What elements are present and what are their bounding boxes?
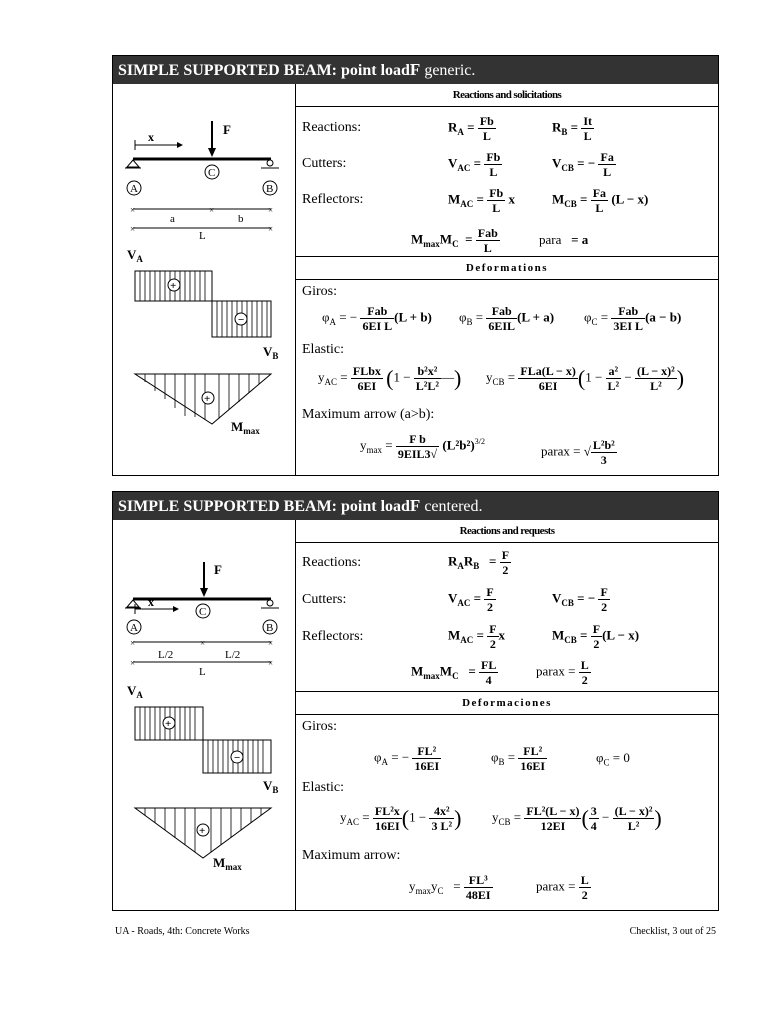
point-c-label: C [208, 167, 216, 179]
moment-max-label: $M_{max}$ [213, 855, 242, 872]
shear-vb-label: $V_B$ [263, 344, 279, 361]
svg-text:×: × [268, 205, 274, 215]
title-load-symbol: F [409, 496, 421, 515]
svg-text:+: + [170, 280, 177, 292]
shear-va-label: $V_A$ [127, 683, 143, 700]
svg-text:×: × [268, 224, 274, 234]
dim-b-label: b [238, 213, 244, 225]
section-header-deformaciones: Deformaciones [296, 691, 718, 715]
dim-a-label: L/2 [158, 649, 174, 661]
label-max-arrow: Maximum arrow (a>b): [302, 407, 435, 422]
formula-ymax-parax: parax = $\frac{L}{2}$ [536, 873, 589, 902]
moment-diagram [135, 374, 271, 424]
beam-diagram [113, 84, 295, 475]
formula-parax: parax = √ $\frac{\text{L²b²}}{3}$ [541, 438, 615, 467]
svg-text:−: − [234, 752, 241, 764]
formula-yac: $y_{AC}$ = $\frac{\text{FL²x}}{16EI}$ (1 − $\frac{\text{4x²}}{\text{3 L²}}$ ) [340, 804, 462, 833]
formula-mac: $M_{AC}$ = $\frac{F}{2}$ x [448, 622, 506, 651]
point-a-label: A [130, 622, 138, 634]
formulas-column [296, 84, 718, 475]
formula-vcb: $V_{CB}$ = − $\frac{Fa}{L}$ [552, 150, 614, 179]
svg-text:×: × [268, 658, 274, 668]
moment-diagram [135, 808, 271, 858]
beam-diagram-column [113, 520, 296, 910]
beam-diagram-column [113, 84, 296, 475]
formula-phic: $\varphi_C$ = $\frac{\text{Fab}}{\text{3EI L}}$ (a − b) [584, 304, 682, 333]
dim-a-label: a [170, 213, 175, 225]
formula-ycb: $y_{CB}$ = $\frac{\text{FLa(L − x)}}{6EI}$ (1 − $\frac{\text{a²}}{\text{L²}}$ − $\frac{\text{(L − x)²}}{\text{L²}}$ ) [486, 364, 685, 393]
dim-l-label: L [199, 230, 206, 242]
formula-vac: $V_{AC}$ = $\frac{F}{2}$ [448, 585, 494, 614]
point-a-label: A [130, 183, 138, 195]
formula-vac: $V_{AC}$ = $\frac{Fb}{L}$ [448, 150, 501, 179]
formula-parax-c: parax = $\frac{L}{2}$ [536, 658, 589, 687]
svg-text:×: × [268, 638, 274, 648]
formula-mac: $M_{AC}$ = $\frac{Fb}{L}$ x [448, 186, 515, 215]
title-main: SIMPLE SUPPORTED BEAM: point load [118, 498, 410, 515]
formula-yac: $y_{AC}$ = $\frac{\text{FLbx}}{6EI}$ (1 − $\frac{\text{b²x²}}{\text{L²L²}}$ —) [318, 364, 462, 393]
section-header-reactions: Reactions and solicitations [296, 84, 718, 107]
formula-mmax: $M_{max}M_C$ = $\frac{\text{Fab}}{L}$ [411, 226, 498, 255]
panel-title [113, 492, 718, 520]
section-header-reactions: Reactions and requests [296, 520, 718, 543]
title-suffix: generic. [420, 62, 476, 79]
label-cutters: Cutters: [302, 156, 347, 171]
formula-ra: $R_A$ = $\frac{Fb}{L}$ [448, 114, 494, 143]
svg-text:×: × [130, 224, 136, 234]
panel-title [113, 56, 718, 84]
title-suffix: centered. [420, 498, 483, 515]
formula-mmax: $M_{max}M_C$ = $\frac{FL}{4}$ [411, 658, 497, 687]
svg-text:×: × [130, 638, 136, 648]
beam-diagram [113, 520, 295, 910]
svg-text:×: × [130, 658, 136, 668]
formula-rb: $R_B$ = $\frac{It}{L}$ [552, 114, 592, 143]
label-elastic: Elastic: [302, 780, 344, 795]
formula-phic: $\varphi_C = 0$ [596, 750, 630, 768]
svg-text:×: × [209, 205, 215, 215]
formulas-column [296, 520, 718, 910]
formula-ymax: $y_{max}$ = $\frac{\text{F b}}{\text{9EIL3√}}$ $(L^2b^2)^{3/2}$ [360, 432, 485, 461]
point-b-label: B [266, 622, 274, 634]
footer-left: UA - Roads, 4th: Concrete Works [115, 926, 250, 937]
svg-text:+: + [199, 825, 206, 837]
label-cutters: Cutters: [302, 592, 347, 607]
point-b-label: B [266, 183, 274, 195]
formula-para: para = a [539, 232, 589, 247]
force-label: F [223, 122, 231, 137]
force-label: F [214, 562, 222, 577]
label-reactions: Reactions: [302, 555, 362, 570]
label-reflectors: Reflectors: [302, 192, 364, 207]
footer-page: Checklist, 3 out of 25 [629, 926, 716, 937]
title-main: SIMPLE SUPPORTED BEAM: point load [118, 62, 410, 79]
formula-phib: $\varphi_B$ = $\frac{\text{Fab}}{\text{6EIL}}$ (L + a) [459, 304, 555, 333]
moment-max-label: $M_{max}$ [231, 419, 260, 436]
point-c-label: C [199, 606, 207, 618]
formula-ycb: $y_{CB}$ = $\frac{\text{FL²(L − x)}}{12EI}$ ( $\frac{3}{4}$ − $\frac{\text{(L − x)²}}{\text{L²}}$ ) [492, 804, 662, 833]
panel-generic-load [112, 55, 719, 476]
shear-negative-block [212, 301, 271, 337]
formula-ymax: $y_{max}y_C$ = $\frac{\text{FL³}}{48EI}$ [409, 873, 491, 902]
formula-rarb: $R_AR_B$ = $\frac{F}{2}$ [448, 548, 510, 577]
label-giros: Giros: [302, 719, 337, 734]
title-load-symbol: F [409, 60, 421, 79]
shear-vb-label: $V_B$ [263, 778, 279, 795]
label-reflectors: Reflectors: [302, 629, 364, 644]
label-max-arrow: Maximum arrow: [302, 848, 401, 863]
formula-phib: $\varphi_B$ = $\frac{\text{FL²}}{16EI}$ [491, 744, 546, 773]
section-header-deformations: Deformations [296, 256, 718, 280]
formula-mcb: $M_{CB}$ = $\frac{Fa}{L}$ (L − x) [552, 186, 649, 215]
svg-text:×: × [130, 205, 136, 215]
formula-mcb: $M_{CB}$ = $\frac{F}{2}$ (L − x) [552, 622, 640, 651]
label-reactions: Reactions: [302, 120, 362, 135]
panel-centered-load [112, 491, 719, 911]
formula-vcb: $V_{CB}$ = − $\frac{F}{2}$ [552, 585, 608, 614]
svg-text:+: + [204, 393, 211, 405]
formula-phia: $\varphi_A$ = − $\frac{\text{Fab}}{\text{6EI L}}$ (L + b) [322, 304, 432, 333]
x-label: x [148, 130, 154, 144]
label-giros: Giros: [302, 284, 337, 299]
shear-negative-block [203, 740, 271, 773]
shear-positive-block [135, 271, 212, 301]
dim-l-label: L [199, 666, 206, 678]
shear-va-label: $V_A$ [127, 247, 143, 264]
formula-phia: $\varphi_A$ = − $\frac{\text{FL²}}{16EI}$ [374, 744, 440, 773]
svg-text:×: × [200, 638, 206, 648]
shear-positive-block [135, 707, 203, 740]
dim-b-label: L/2 [225, 649, 241, 661]
x-label: x [148, 595, 154, 609]
svg-text:−: − [238, 314, 245, 326]
label-elastic: Elastic: [302, 342, 344, 357]
svg-text:+: + [165, 718, 172, 730]
